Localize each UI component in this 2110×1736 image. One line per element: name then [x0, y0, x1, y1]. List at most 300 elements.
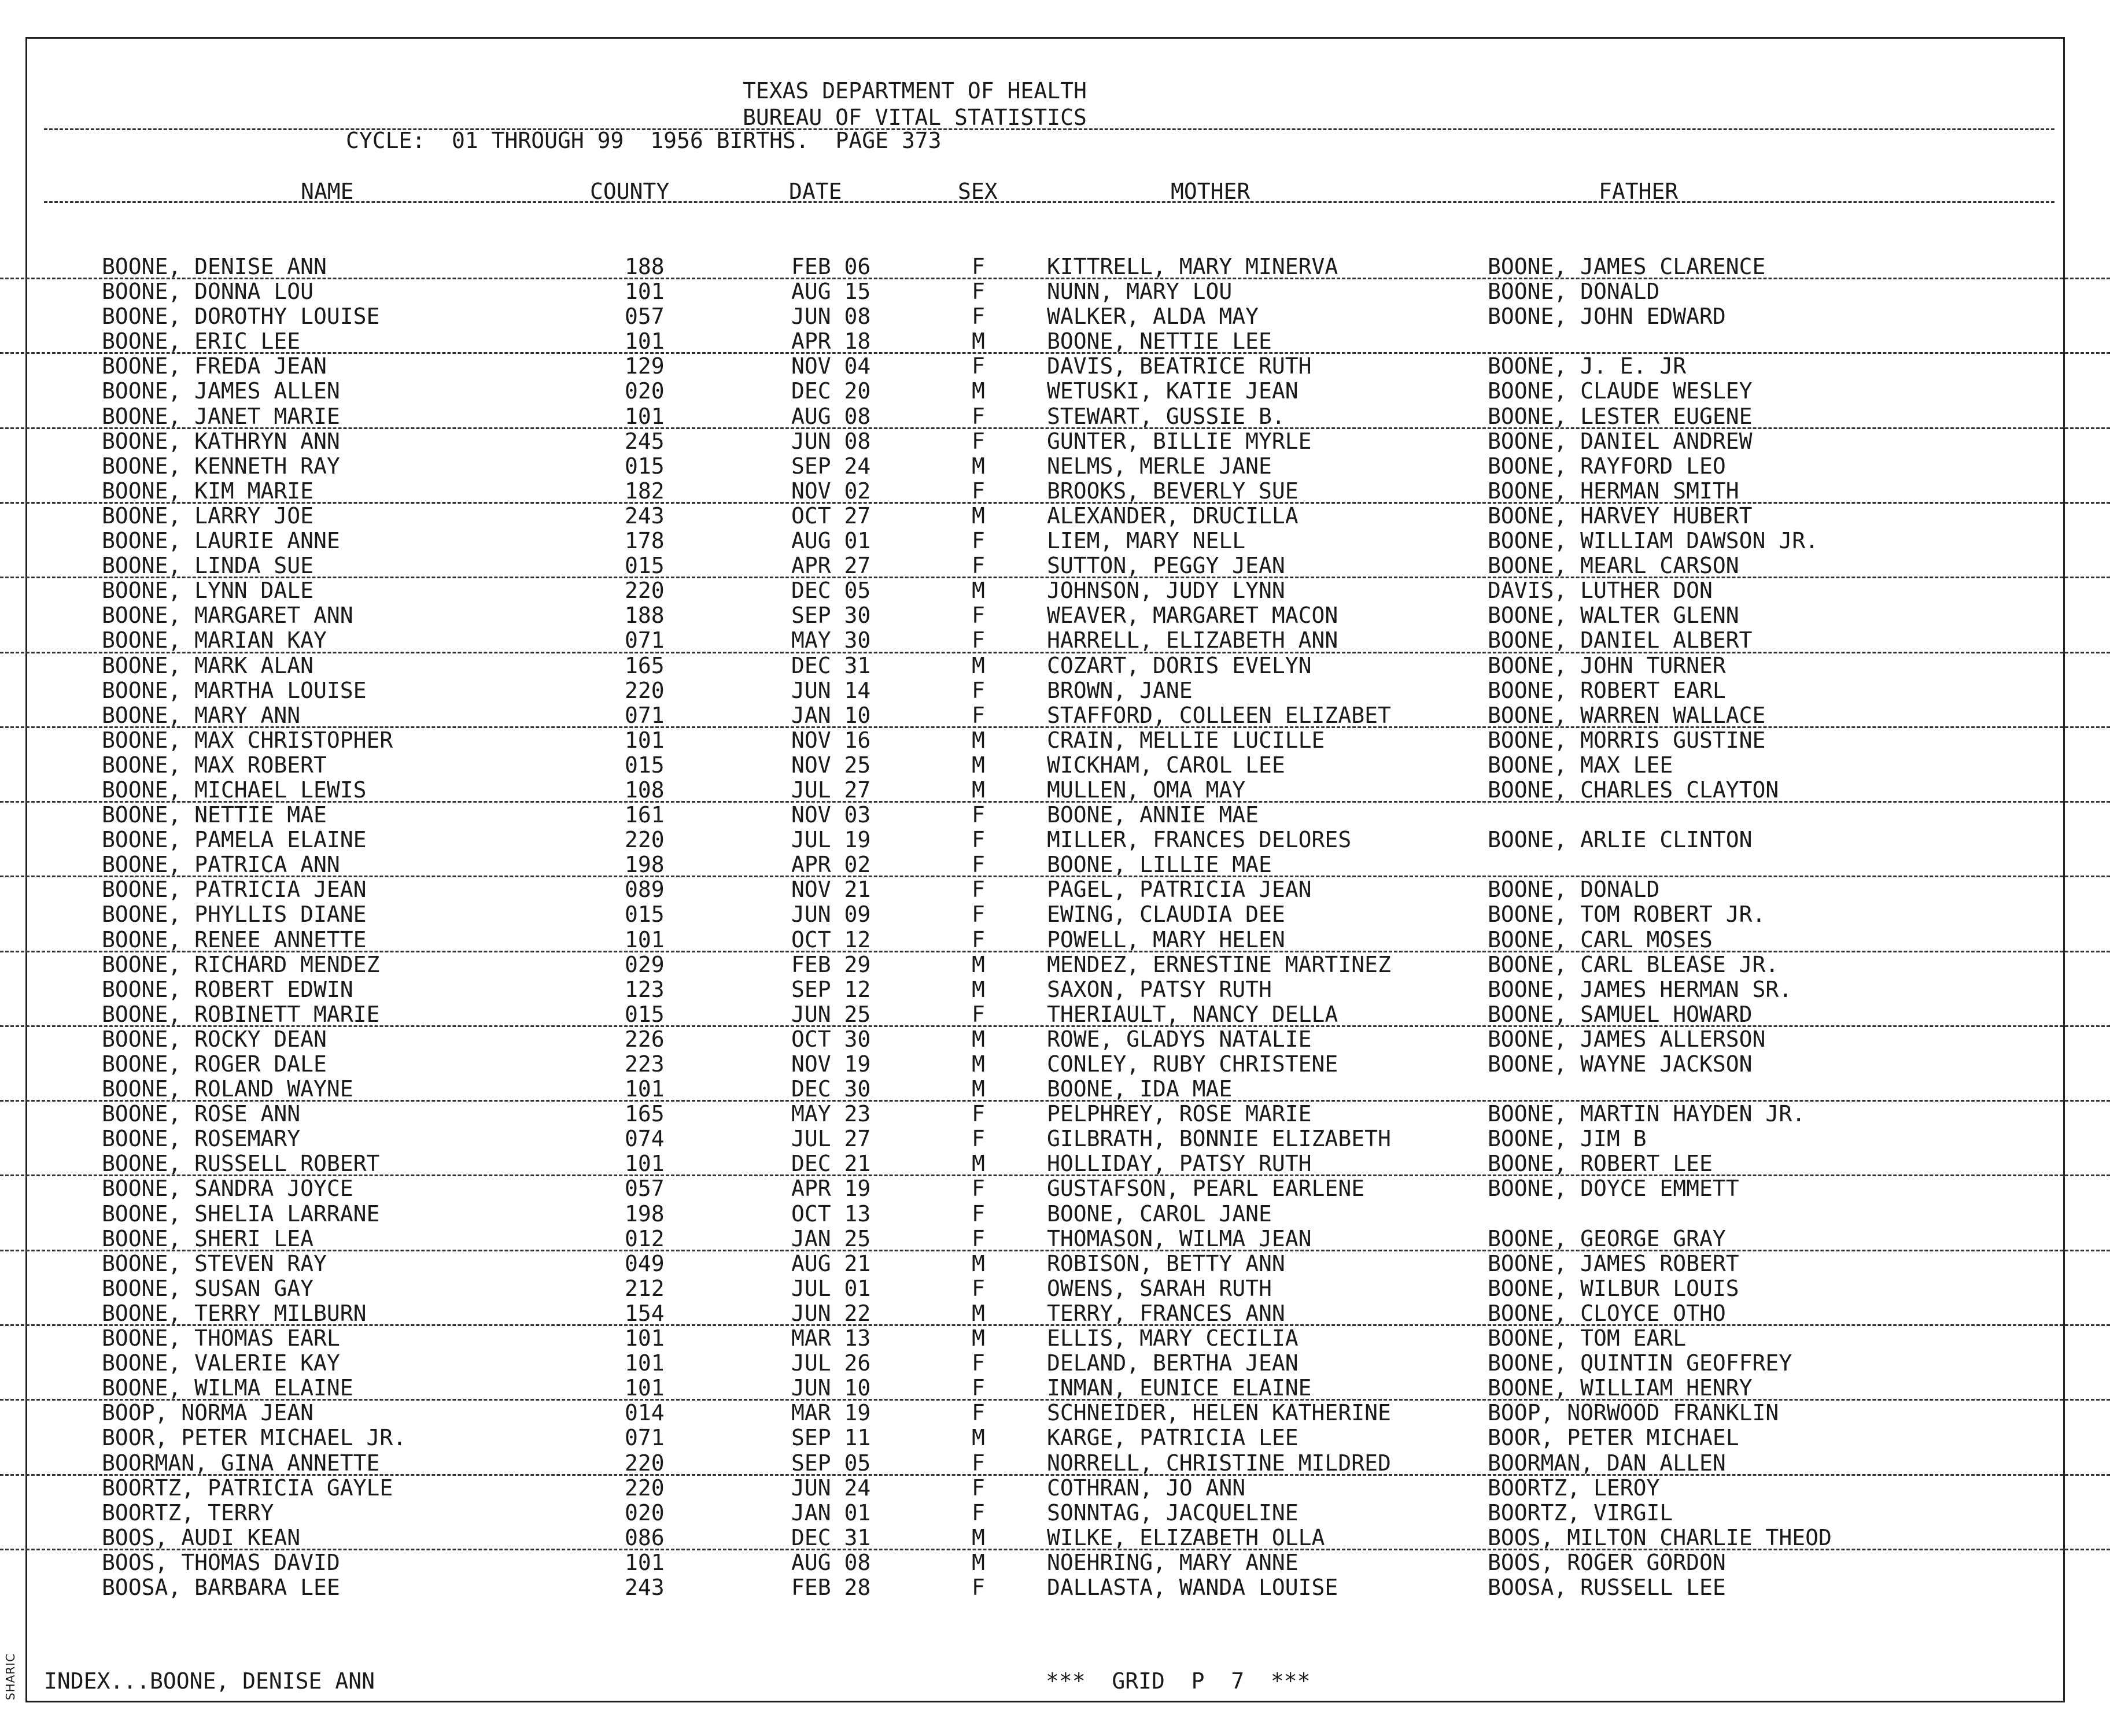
record-name: BOORMAN, GINA ANNETTE	[102, 1450, 380, 1476]
record-name: BOONE, MARTHA LOUISE	[102, 677, 367, 703]
record-name: BOONE, LARRY JOE	[102, 503, 314, 529]
table-row	[0, 304, 2110, 329]
record-mother: SCHNEIDER, HELEN KATHERINE	[1047, 1400, 1391, 1426]
record-sex: M	[972, 752, 985, 778]
record-name: BOONE, NETTIE MAE	[102, 802, 327, 828]
record-mother: WEAVER, MARGARET MACON	[1047, 603, 1338, 629]
record-date: JUL 01	[791, 1275, 871, 1301]
record-name: BOONE, ROBINETT MARIE	[102, 1001, 380, 1027]
record-sex: F	[972, 802, 985, 828]
record-mother: BROOKS, BEVERLY SUE	[1047, 478, 1299, 504]
record-county: 101	[625, 403, 665, 429]
record-name: BOONE, KATHRYN ANN	[102, 428, 340, 454]
record-mother: STEWART, GUSSIE B.	[1047, 403, 1285, 429]
record-mother: MILLER, FRANCES DELORES	[1047, 827, 1352, 853]
record-father: BOONE, JIM B	[1488, 1126, 1647, 1152]
record-mother: DELAND, BERTHA JEAN	[1047, 1350, 1299, 1376]
table-row	[0, 254, 2110, 279]
record-name: BOONE, MICHAEL LEWIS	[102, 777, 367, 803]
record-name: BOONE, PHYLLIS DIANE	[102, 902, 367, 928]
record-county: 101	[625, 1151, 665, 1177]
table-row	[0, 1176, 2110, 1201]
record-father: BOOS, ROGER GORDON	[1488, 1549, 1726, 1575]
table-row	[0, 1451, 2110, 1476]
record-county: 198	[625, 852, 665, 878]
record-mother: GILBRATH, BONNIE ELIZABETH	[1047, 1126, 1391, 1152]
record-sex: M	[972, 976, 985, 1002]
record-name: BOONE, MARIAN KAY	[102, 627, 327, 653]
record-county: 220	[625, 1475, 665, 1501]
record-father: BOORTZ, LEROY	[1488, 1475, 1660, 1501]
record-father: BOONE, CLOYCE OTHO	[1488, 1300, 1726, 1326]
record-sex: F	[972, 603, 985, 629]
record-sex: F	[972, 1450, 985, 1476]
record-father: BOONE, WALTER GLENN	[1488, 603, 1739, 629]
table-row	[0, 803, 2110, 828]
record-name: BOONE, ERIC LEE	[102, 328, 301, 354]
record-county: 074	[625, 1126, 665, 1152]
record-sex: F	[972, 702, 985, 728]
record-father: BOORTZ, VIRGIL	[1488, 1499, 1673, 1526]
footer-index: INDEX...BOONE, DENISE ANN	[44, 1668, 375, 1694]
record-name: BOONE, SHERI LEA	[102, 1225, 314, 1251]
record-father: BOONE, CLAUDE WESLEY	[1488, 378, 1753, 404]
record-county: 020	[625, 1499, 665, 1526]
record-mother: WALKER, ALDA MAY	[1047, 304, 1259, 330]
record-date: OCT 12	[791, 926, 871, 952]
record-date: JUN 24	[791, 1475, 871, 1501]
record-mother: COZART, DORIS EVELYN	[1047, 652, 1312, 678]
record-county: 220	[625, 677, 665, 703]
record-mother: THOMASON, WILMA JEAN	[1047, 1225, 1312, 1251]
record-sex: F	[972, 1201, 985, 1227]
record-name: BOONE, JANET MARIE	[102, 403, 340, 429]
table-row	[0, 1126, 2110, 1151]
record-name: BOONE, DOROTHY LOUISE	[102, 304, 380, 330]
table-row	[0, 852, 2110, 877]
header-bureau: BUREAU OF VITAL STATISTICS	[743, 105, 1087, 130]
record-mother: POWELL, MARY HELEN	[1047, 926, 1285, 952]
record-sex: F	[972, 428, 985, 454]
record-name: BOOS, THOMAS DAVID	[102, 1549, 340, 1575]
record-county: 243	[625, 1574, 665, 1600]
record-father: BOONE, J. E. JR	[1488, 353, 1687, 379]
table-row	[0, 454, 2110, 479]
table-row	[0, 653, 2110, 678]
record-county: 020	[625, 378, 665, 404]
record-county: 178	[625, 528, 665, 554]
record-name: BOONE, ROBERT EDWIN	[102, 976, 353, 1002]
record-father: BOONE, HARVEY HUBERT	[1488, 503, 1753, 529]
record-name: BOONE, MARGARET ANN	[102, 603, 353, 629]
table-row	[0, 279, 2110, 304]
record-sex: F	[972, 403, 985, 429]
table-row	[0, 429, 2110, 454]
record-county: 089	[625, 877, 665, 903]
record-sex: M	[972, 1051, 985, 1077]
record-county: 101	[625, 328, 665, 354]
record-county: 015	[625, 453, 665, 479]
record-father: BOONE, JAMES CLARENCE	[1488, 254, 1766, 279]
record-father: BOOS, MILTON CHARLIE THEOD	[1488, 1524, 1832, 1550]
record-sex: F	[972, 1225, 985, 1251]
record-county: 198	[625, 1201, 665, 1227]
record-sex: F	[972, 827, 985, 853]
record-mother: MENDEZ, ERNESTINE MARTINEZ	[1047, 951, 1391, 977]
table-row	[0, 1575, 2110, 1600]
record-mother: DAVIS, BEATRICE RUTH	[1047, 353, 1312, 379]
column-header-county: COUNTY	[590, 179, 670, 204]
record-father: BOONE, DANIEL ANDREW	[1488, 428, 1753, 454]
record-mother: NUNN, MARY LOU	[1047, 279, 1233, 305]
record-father: DAVIS, LUTHER DON	[1488, 578, 1713, 604]
record-sex: F	[972, 1101, 985, 1127]
record-name: BOONE, PATRICIA JEAN	[102, 877, 367, 903]
record-father: BOONE, MORRIS GUSTINE	[1488, 727, 1766, 753]
record-father: BOONE, ROBERT EARL	[1488, 677, 1726, 703]
table-row	[0, 1425, 2110, 1450]
record-county: 101	[625, 279, 665, 305]
table-row	[0, 1202, 2110, 1227]
record-date: NOV 21	[791, 877, 871, 903]
table-row	[0, 1501, 2110, 1526]
record-father: BOONE, WILLIAM DAWSON JR.	[1488, 528, 1818, 554]
record-mother: GUNTER, BILLIE MYRLE	[1047, 428, 1312, 454]
record-date: JUN 22	[791, 1300, 871, 1326]
record-mother: ROWE, GLADYS NATALIE	[1047, 1026, 1312, 1052]
record-father: BOONE, CHARLES CLAYTON	[1488, 777, 1779, 803]
record-name: BOONE, THOMAS EARL	[102, 1325, 340, 1351]
record-mother: WILKE, ELIZABETH OLLA	[1047, 1524, 1325, 1550]
record-county: 245	[625, 428, 665, 454]
record-county: 015	[625, 1001, 665, 1027]
record-county: 101	[625, 727, 665, 753]
record-name: BOONE, LAURIE ANNE	[102, 528, 340, 554]
record-county: 243	[625, 503, 665, 529]
record-name: BOONE, MAX CHRISTOPHER	[102, 727, 393, 753]
record-name: BOONE, PATRICA ANN	[102, 852, 340, 878]
record-mother: WETUSKI, KATIE JEAN	[1047, 378, 1299, 404]
record-date: DEC 21	[791, 1151, 871, 1177]
record-name: BOONE, MAX ROBERT	[102, 752, 327, 778]
record-name: BOONE, SANDRA JOYCE	[102, 1176, 353, 1202]
record-sex: F	[972, 1126, 985, 1152]
record-county: 015	[625, 902, 665, 928]
record-county: 101	[625, 1549, 665, 1575]
table-row	[0, 703, 2110, 728]
record-date: JUL 27	[791, 777, 871, 803]
record-father: BOONE, MARTIN HAYDEN JR.	[1488, 1101, 1806, 1127]
table-row	[0, 1151, 2110, 1176]
record-date: SEP 24	[791, 453, 871, 479]
record-mother: INMAN, EUNICE ELAINE	[1047, 1375, 1312, 1401]
record-date: APR 19	[791, 1176, 871, 1202]
column-header-rule	[44, 201, 2054, 203]
record-sex: F	[972, 1574, 985, 1600]
record-mother: WICKHAM, CAROL LEE	[1047, 752, 1285, 778]
record-mother: DALLASTA, WANDA LOUISE	[1047, 1574, 1338, 1600]
record-name: BOONE, ROSEMARY	[102, 1126, 301, 1152]
record-county: 165	[625, 1101, 665, 1127]
record-name: BOONE, LINDA SUE	[102, 553, 314, 579]
record-father: BOOP, NORWOOD FRANKLIN	[1488, 1400, 1779, 1426]
record-date: JUN 08	[791, 304, 871, 330]
record-county: 015	[625, 752, 665, 778]
record-sex: F	[972, 627, 985, 653]
record-father: BOONE, SAMUEL HOWARD	[1488, 1001, 1753, 1027]
column-header-mother: MOTHER	[1171, 179, 1250, 204]
table-row	[0, 529, 2110, 553]
record-county: 057	[625, 1176, 665, 1202]
record-county: 049	[625, 1250, 665, 1276]
record-father: BOONE, TOM ROBERT JR.	[1488, 902, 1766, 928]
record-name: BOONE, KIM MARIE	[102, 478, 314, 504]
record-name: BOONE, MARK ALAN	[102, 652, 314, 678]
table-row	[0, 753, 2110, 778]
table-row	[0, 1326, 2110, 1351]
record-sex: M	[972, 727, 985, 753]
table-row	[0, 828, 2110, 852]
record-mother: HOLLIDAY, PATSY RUTH	[1047, 1151, 1312, 1177]
record-county: 188	[625, 254, 665, 279]
table-row	[0, 329, 2110, 354]
record-date: NOV 04	[791, 353, 871, 379]
record-sex: M	[972, 951, 985, 977]
record-county: 220	[625, 1450, 665, 1476]
record-date: JAN 25	[791, 1225, 871, 1251]
record-sex: F	[972, 353, 985, 379]
record-father: BOONE, JOHN TURNER	[1488, 652, 1726, 678]
record-mother: ALEXANDER, DRUCILLA	[1047, 503, 1299, 529]
record-date: MAR 13	[791, 1325, 871, 1351]
record-father: BOOSA, RUSSELL LEE	[1488, 1574, 1726, 1600]
record-date: AUG 21	[791, 1250, 871, 1276]
table-row	[0, 1251, 2110, 1276]
table-row	[0, 1301, 2110, 1326]
record-date: FEB 06	[791, 254, 871, 279]
record-county: 101	[625, 926, 665, 952]
table-row	[0, 1401, 2110, 1425]
record-mother: PELPHREY, ROSE MARIE	[1047, 1101, 1312, 1127]
record-county: 014	[625, 1400, 665, 1426]
record-county: 101	[625, 1076, 665, 1102]
record-name: BOONE, RICHARD MENDEZ	[102, 951, 380, 977]
record-date: DEC 31	[791, 1524, 871, 1550]
record-sex: M	[972, 328, 985, 354]
record-name: BOONE, TERRY MILBURN	[102, 1300, 367, 1326]
record-county: 161	[625, 802, 665, 828]
record-sex: F	[972, 877, 985, 903]
record-mother: JOHNSON, JUDY LYNN	[1047, 578, 1285, 604]
record-date: SEP 05	[791, 1450, 871, 1476]
record-name: BOONE, DENISE ANN	[102, 254, 327, 279]
record-name: BOONE, SHELIA LARRANE	[102, 1201, 380, 1227]
record-mother: MULLEN, OMA MAY	[1047, 777, 1246, 803]
table-row	[0, 479, 2110, 504]
record-date: APR 02	[791, 852, 871, 878]
record-date: JUL 26	[791, 1350, 871, 1376]
record-father: BOONE, JAMES ROBERT	[1488, 1250, 1739, 1276]
record-county: 108	[625, 777, 665, 803]
record-father: BOONE, RAYFORD LEO	[1488, 453, 1726, 479]
record-name: BOOR, PETER MICHAEL JR.	[102, 1425, 407, 1451]
record-mother: BOONE, IDA MAE	[1047, 1076, 1233, 1102]
record-sex: F	[972, 1001, 985, 1027]
record-name: BOONE, MARY ANN	[102, 702, 301, 728]
table-row	[0, 603, 2110, 628]
record-name: BOONE, ROLAND WAYNE	[102, 1076, 353, 1102]
record-county: 071	[625, 627, 665, 653]
record-county: 015	[625, 553, 665, 579]
record-sex: M	[972, 578, 985, 604]
record-sex: M	[972, 777, 985, 803]
table-row	[0, 778, 2110, 803]
record-sex: F	[972, 553, 985, 579]
record-father: BOONE, WARREN WALLACE	[1488, 702, 1766, 728]
record-county: 154	[625, 1300, 665, 1326]
record-sex: F	[972, 1350, 985, 1376]
column-header-father: FATHER	[1599, 179, 1679, 204]
record-name: BOONE, JAMES ALLEN	[102, 378, 340, 404]
record-mother: CRAIN, MELLIE LUCILLE	[1047, 727, 1325, 753]
record-sex: M	[972, 1026, 985, 1052]
record-date: SEP 30	[791, 603, 871, 629]
record-father: BOONE, DONALD	[1488, 279, 1660, 305]
record-date: NOV 16	[791, 727, 871, 753]
record-county: 123	[625, 976, 665, 1002]
record-sex: F	[972, 677, 985, 703]
record-county: 101	[625, 1350, 665, 1376]
record-date: NOV 19	[791, 1051, 871, 1077]
record-sex: M	[972, 378, 985, 404]
record-date: OCT 13	[791, 1201, 871, 1227]
record-name: BOONE, WILMA ELAINE	[102, 1375, 353, 1401]
record-name: BOONE, DONNA LOU	[102, 279, 314, 305]
record-mother: LIEM, MARY NELL	[1047, 528, 1246, 554]
records-list	[0, 254, 2110, 1600]
record-name: BOONE, RENEE ANNETTE	[102, 926, 367, 952]
table-row	[0, 1276, 2110, 1301]
record-county: 071	[625, 1425, 665, 1451]
record-name: BOORTZ, PATRICIA GAYLE	[102, 1475, 393, 1501]
record-mother: GUSTAFSON, PEARL EARLENE	[1047, 1176, 1365, 1202]
record-sex: M	[972, 1524, 985, 1550]
record-name: BOONE, SUSAN GAY	[102, 1275, 314, 1301]
record-sex: M	[972, 503, 985, 529]
record-mother: ROBISON, BETTY ANN	[1047, 1250, 1285, 1276]
table-row	[0, 1102, 2110, 1126]
record-mother: SAXON, PATSY RUTH	[1047, 976, 1272, 1002]
record-father: BOONE, TOM EARL	[1488, 1325, 1687, 1351]
record-sex: M	[972, 652, 985, 678]
record-date: FEB 29	[791, 951, 871, 977]
record-mother: ELLIS, MARY CECILIA	[1047, 1325, 1299, 1351]
record-sex: F	[972, 528, 985, 554]
record-name: BOONE, STEVEN RAY	[102, 1250, 327, 1276]
table-row	[0, 404, 2110, 429]
record-sex: F	[972, 279, 985, 305]
table-row	[0, 1351, 2110, 1376]
record-name: BOONE, ROCKY DEAN	[102, 1026, 327, 1052]
record-name: BOONE, RUSSELL ROBERT	[102, 1151, 380, 1177]
record-name: BOOS, AUDI KEAN	[102, 1524, 301, 1550]
record-name: BOOSA, BARBARA LEE	[102, 1574, 340, 1600]
record-name: BOONE, LYNN DALE	[102, 578, 314, 604]
record-mother: COTHRAN, JO ANN	[1047, 1475, 1246, 1501]
record-sex: M	[972, 1250, 985, 1276]
record-sex: F	[972, 1375, 985, 1401]
record-county: 071	[625, 702, 665, 728]
record-date: NOV 25	[791, 752, 871, 778]
footer-grid: *** GRID P 7 ***	[1046, 1668, 1311, 1694]
record-sex: M	[972, 1151, 985, 1177]
record-date: JUN 10	[791, 1375, 871, 1401]
record-date: APR 18	[791, 328, 871, 354]
record-mother: THERIAULT, NANCY DELLA	[1047, 1001, 1338, 1027]
record-sex: F	[972, 304, 985, 330]
record-county: 101	[625, 1325, 665, 1351]
record-father: BOONE, MEARL CARSON	[1488, 553, 1739, 579]
record-date: AUG 01	[791, 528, 871, 554]
record-date: MAR 19	[791, 1400, 871, 1426]
record-mother: NELMS, MERLE JANE	[1047, 453, 1272, 479]
side-label: SHARIC	[3, 1653, 17, 1700]
table-row	[0, 354, 2110, 379]
column-header-sex: SEX	[958, 179, 998, 204]
header-cycle: CYCLE: 01 THROUGH 99 1956 BIRTHS. PAGE 373	[346, 128, 942, 153]
record-date: DEC 30	[791, 1076, 871, 1102]
record-date: OCT 27	[791, 503, 871, 529]
table-row	[0, 952, 2110, 977]
record-father: BOONE, ARLIE CLINTON	[1488, 827, 1753, 853]
record-date: DEC 05	[791, 578, 871, 604]
table-row	[0, 628, 2110, 653]
record-sex: M	[972, 1300, 985, 1326]
table-row	[0, 1077, 2110, 1102]
table-row	[0, 928, 2110, 952]
record-date: APR 27	[791, 553, 871, 579]
table-row	[0, 902, 2110, 927]
record-county: 212	[625, 1275, 665, 1301]
record-mother: BOONE, NETTIE LEE	[1047, 328, 1272, 354]
table-row	[0, 1526, 2110, 1550]
record-date: JUN 14	[791, 677, 871, 703]
record-sex: F	[972, 926, 985, 952]
record-sex: F	[972, 1499, 985, 1526]
record-sex: F	[972, 478, 985, 504]
record-father: BOONE, GEORGE GRAY	[1488, 1225, 1726, 1251]
record-sex: F	[972, 1176, 985, 1202]
record-father: BOONE, CARL MOSES	[1488, 926, 1713, 952]
record-date: AUG 08	[791, 1549, 871, 1575]
record-county: 220	[625, 578, 665, 604]
record-father: BOONE, WILLIAM HENRY	[1488, 1375, 1753, 1401]
record-sex: F	[972, 902, 985, 928]
record-father: BOONE, QUINTIN GEOFFREY	[1488, 1350, 1792, 1376]
record-date: AUG 15	[791, 279, 871, 305]
record-date: NOV 03	[791, 802, 871, 828]
record-county: 086	[625, 1524, 665, 1550]
record-county: 182	[625, 478, 665, 504]
record-mother: BOONE, ANNIE MAE	[1047, 802, 1259, 828]
record-date: JUN 08	[791, 428, 871, 454]
record-mother: NOEHRING, MARY ANNE	[1047, 1549, 1299, 1575]
record-name: BOONE, KENNETH RAY	[102, 453, 340, 479]
table-row	[0, 977, 2110, 1002]
record-county: 226	[625, 1026, 665, 1052]
record-mother: NORRELL, CHRISTINE MILDRED	[1047, 1450, 1391, 1476]
record-sex: F	[972, 1400, 985, 1426]
